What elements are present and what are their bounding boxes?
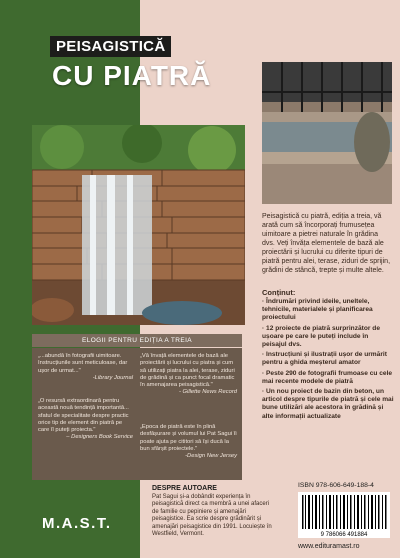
description: Peisagistică cu piatră, ediția a treia, vă arată cum să încorporați frumusețea uimitoare a pietrei naturale în grădina dvs. Veți învăța elementele de bază ale proiectării și lucrului cu diferite tipuri de piatră pentru alei, terase, ziduri de sprijin, grădini de stâncă, trepte și multe altele.: [262, 213, 391, 274]
author-title: DESPRE AUTOARE: [152, 485, 217, 492]
publisher-logo: M.A.S.T.: [42, 515, 112, 532]
contents-item: · 12 proiecte de piatră surprinzător de ușoare pe care le puteți include în peisajul dvs.: [262, 324, 380, 349]
review-text: „...abundă în fotografii uimitoare. Instrucțiunile sunt meticuloase, dar ușor de urmat...": [38, 353, 128, 374]
review-source: -Design New Jersey: [185, 453, 237, 460]
barcode-digits: 9 786066 491884: [320, 532, 368, 538]
publisher-website: www.edituramast.ro: [298, 543, 360, 550]
title-top: PEISAGISTICĂ: [50, 36, 171, 57]
contents-list: [262, 298, 394, 423]
reviews-heading: ELOGII PENTRU EDIȚIA A TREIA: [32, 334, 242, 347]
review-3: [38, 398, 133, 442]
review-text: „O resursă extraordinară pentru această nouă tendință importantă... sfatul de specialitate despre practic orice tip de element din piatră pe care îl puteți proiecta.": [38, 398, 129, 434]
isbn: ISBN 978-606-649-188-4: [298, 482, 374, 489]
review-1: [38, 353, 133, 382]
contents-title: Conținut:: [262, 288, 296, 297]
reviews-box: [32, 348, 242, 480]
author-text: Pat Sagui și-a dobândit experiența în peisagistică direct ca membră a unei afaceri de familie cu pepiniere și amenajări peisagistice. Ea scrie despre grădinărit și amenajări peisagistice din 1991. Locuiește în Westfield, Vermont.: [152, 494, 272, 538]
contents-item: · Peste 290 de fotografii frumoase cu cele mai recente modele de piatră: [262, 369, 393, 385]
review-text: „Vă învață elementele de bază ale proiectării și lucrului cu piatra și cum să utilizați piatra la alei, terase, ziduri de grădină și ca punct focal dramatic în amenajarea peisagistică.": [140, 353, 235, 389]
waterfall-photo: [32, 125, 245, 325]
contents-item: · Instrucțiuni și ilustrații ușor de urmărit pentru a ghida meșterul amator: [262, 351, 387, 367]
contents-item: · Îndrumări privind ideile, uneltele, tehnicile, materialele și planificarea proiectului: [262, 298, 373, 322]
review-text: „Epoca de piatră este în plină desfășurare și volumul lui Pat Sagui îi poate ajuta pe cititori să își ducă la bun sfârșit proiectele.": [140, 424, 237, 452]
review-4: [140, 424, 237, 460]
barcode-icon: [298, 492, 390, 538]
review-source: – Designers Book Service: [66, 434, 133, 441]
review-source: -Library Journal: [92, 374, 133, 381]
review-source: - Gillette News Record: [179, 389, 237, 396]
contents-item: · Un nou proiect de bazin din beton, un articol despre tipurile de piatră și cele mai bune utilizări ale acestora în grădină și alte informații actualizate: [262, 388, 394, 420]
terrace-photo: [262, 62, 392, 204]
review-2: [140, 353, 237, 397]
title-main: CU PIATRĂ: [52, 60, 212, 91]
